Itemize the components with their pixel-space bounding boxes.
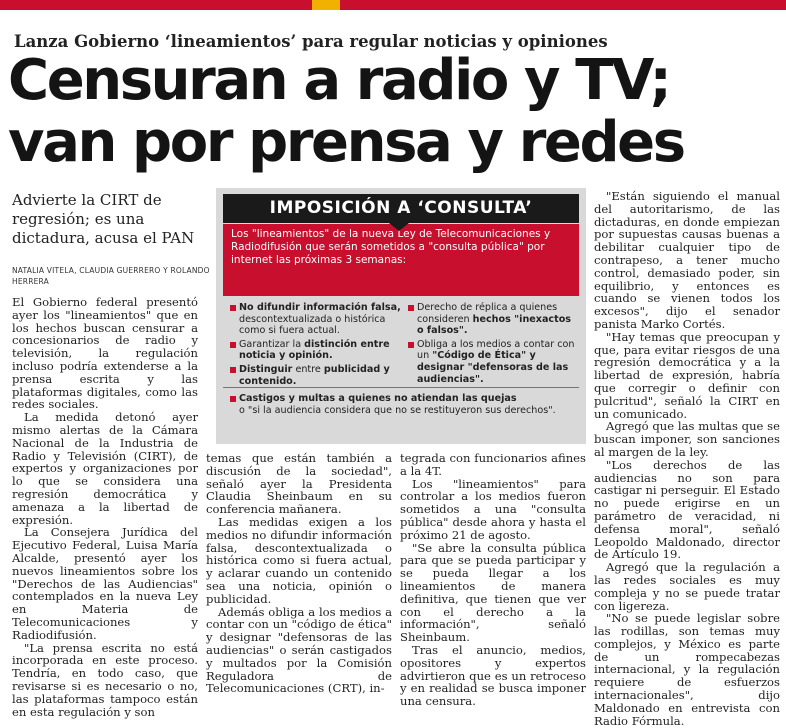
divider <box>223 387 579 388</box>
paragraph: La medida detonó ayer mismo alertas de la Cámara Nacional de la Industria de Radio y Televisión (CIRT), de expertos y organizaciones por lo que se considera una regresión democrática y amenaza a la libertad de expresión. <box>12 410 198 527</box>
paragraph: "Los derechos de las audiencias no son para castigar ni perseguir. El Estado no puede erigirse en un parámetro de veracidad, ni defensa moral", señaló Leopoldo Maldonado, director de Artículo 19. <box>594 457 780 562</box>
bullet-square-icon <box>408 342 414 348</box>
paragraph: "Están siguiendo el manual del autoritarismo, de las dictaduras, en donde empiezan por supuestas causas buenas a debilitar cualquier tipo de contrapeso, a tener mucho control, demasiado poder, sin equilibrio, y entonces es cuando se vienen todos los excesos", dijo el senador panista Marko Cortés. <box>594 189 780 331</box>
bullet-square-icon <box>230 342 236 348</box>
article-column-4 <box>594 190 780 727</box>
info-box-title: IMPOSICIÓN A ‘CONSULTA’ <box>223 194 579 223</box>
paragraph: "La prensa escrita no está incorporada en este proceso. Tendría, en todo caso, que revisarse si es necesario o no, las plataformas tampoco están en esta regulación y son <box>12 640 198 719</box>
headline-line-1: Censuran a radio y TV; <box>8 48 670 113</box>
list-item: Obliga a los medios a contar con un "Código de Ética" y designar "defensoras de las audiencias". <box>408 339 580 385</box>
sanctions-item: Castigos y multas a quienes no atiendan las quejas o "si la audiencia considera que no se restituyeron sus derechos". <box>230 393 580 416</box>
article-column-2 <box>206 452 392 695</box>
info-box-list-left <box>230 302 405 389</box>
paragraph: Además obliga a los medios a contar con un "código de ética" y designar "defensoras de las audiencias" o serán castigados y multados por la Comisión Reguladora de Telecomunicaciones (CRT), in- <box>206 604 392 696</box>
list-item: Distinguir entre publicidad y contenido. <box>230 364 405 387</box>
paragraph: tegrada con funcionarios afines a la 4T. <box>400 451 586 478</box>
paragraph: El Gobierno federal presentó ayer los "lineamientos" que en los hechos buscan censurar a concesionarios de radio y televisión, la regulación incluso podría extenderse a la prensa escrita y las plataformas digitales, como las redes sociales. <box>12 295 198 412</box>
info-box-intro: Los "lineamientos" de la nueva Ley de Telecomunicaciones y Radiodifusión que serán sometidos a "consulta pública" por internet las próximas 3 semanas: <box>223 224 579 296</box>
headline <box>8 50 784 174</box>
bullet-square-icon <box>230 305 236 311</box>
title-arrow-decoration <box>389 223 409 231</box>
info-box-list-right <box>408 302 580 387</box>
list-item: No difundir información falsa, descontextualizada o histórica como si fuera actual. <box>230 302 405 337</box>
article-column-3 <box>400 452 586 708</box>
deck: Advierte la CIRT de regresión; es una dictadura, acusa el PAN <box>12 191 195 247</box>
paragraph: temas que están también a discusión de la sociedad", señaló ayer la Presidenta Claudia Sheinbaum en su conferencia mañanera. <box>206 451 392 517</box>
paragraph: Agregó que la regulación a las redes sociales es muy compleja y no se puede tratar con ligereza. <box>594 560 780 613</box>
paragraph: "Hay temas que preocupan y que, para evitar riesgos de una regresión democrática y a la libertad de expresión, habría que corregir o definir con pulcritud", señaló la CIRT en un comunicado. <box>594 329 780 421</box>
bullet-square-icon <box>230 396 236 402</box>
list-item: Derecho de réplica a quienes consideren hechos "inexactos o falsos". <box>408 302 580 337</box>
article-column-1 <box>12 296 198 718</box>
section-logo-mark <box>312 0 340 10</box>
paragraph: "No se puede legislar sobre las rodillas, son temas muy complejos, y México es parte de un rompecabezas internacional, y la regulación requiere de esfuerzos internacionales", dijo Maldonado en entrevista con Radio Fórmula. <box>594 611 780 728</box>
headline-line-2: van por prensa y redes <box>8 110 684 175</box>
paragraph: Los "lineamientos" para controlar a los medios fueron sometidos a una "consulta pública" desde ahora y hasta el próximo 21 de agosto. <box>400 476 586 542</box>
paragraph: La Consejera Jurídica del Ejecutivo Federal, Luisa María Alcalde, presentó ayer los nuevos lineamientos sobre los "Derechos de las Audiencias" contemplados en la nueva Ley en Materia de Telecomunicaciones y Radiodifusión. <box>12 525 198 642</box>
paragraph: Las medidas exigen a los medios no difundir información falsa, descontextualizada o histórica como si fuera actual, y aclarar cuando un contenido sea una noticia, opinión o publicidad. <box>206 514 392 606</box>
list-item: Garantizar la distinción entre noticia y opinión. <box>230 339 405 362</box>
kicker: Lanza Gobierno ‘lineamientos’ para regular noticias y opiniones <box>14 32 608 51</box>
paragraph: Tras el anuncio, medios, opositores y expertos advirtieron que es un retroceso y en realidad se busca imponer una censura. <box>400 642 586 709</box>
bullet-square-icon <box>230 367 236 373</box>
paragraph: Agregó que las multas que se buscan imponer, son sanciones al margen de la ley. <box>594 419 780 459</box>
top-color-bar <box>0 0 786 10</box>
byline: NATALIA VITELA, CLAUDIA GUERRERO Y ROLANDO HERRERA <box>12 266 210 286</box>
paragraph: "Se abre la consulta pública para que se pueda participar y se pueda llegar a los lineamientos de manera definitiva, que tienen que ver con el derecho a la información", señaló Sheinbaum. <box>400 540 586 645</box>
bullet-square-icon <box>408 305 414 311</box>
info-box <box>216 188 586 444</box>
